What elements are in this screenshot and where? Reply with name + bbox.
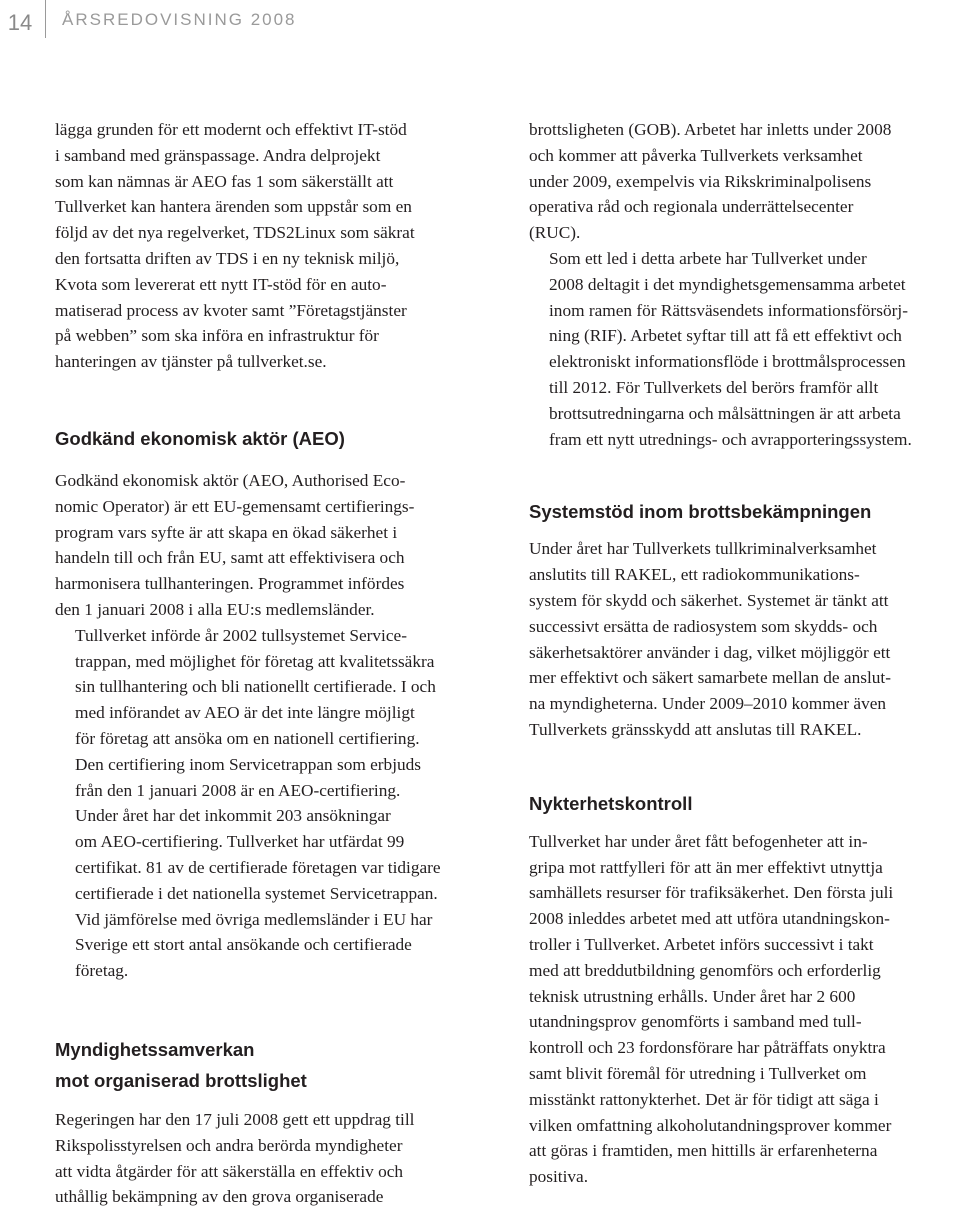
text-line: troller i Tullverket. Arbetet införs successivt i takt [529,934,874,954]
text-line: mer effektivt och säkert samarbete mellan de anslut- [529,668,891,688]
text-line: (RUC). [529,223,581,243]
text-line: 2008 deltagit i det myndighetsgemensamma arbetet [549,274,906,294]
page-number: 14 [7,10,33,35]
systemstod-paragraph-1 [529,536,959,742]
myndighet-paragraph-1 [55,1107,485,1210]
text-line: den 1 januari 2008 i alla EU:s medlemsländer. [55,599,375,619]
text-line: Som ett led i detta arbete har Tullverket under [549,248,867,268]
text-line: samt blivit föremål för utredning i Tullverket om [529,1063,867,1083]
text-line: som kan nämnas är AEO fas 1 som säkerställt att [55,171,394,191]
text-line: under 2009, exempelvis via Rikskriminalpolisens [529,171,872,191]
nykterhet-paragraph-1 [529,829,959,1190]
text-line: Godkänd ekonomisk aktör (AEO, Authorised Eco- [55,470,406,490]
text-line: Tullverket införde år 2002 tullsystemet Service- [75,625,407,645]
right-column [529,117,959,1190]
myndighet-heading [55,1034,485,1096]
text-line: vilken omfattning alkoholutandningsprover kommer [529,1115,892,1135]
rif-paragraph-2 [529,246,959,452]
text-line: brottsligheten (GOB). Arbetet har inletts under 2008 [529,120,892,139]
text-line: med att breddutbildning genomförs och erforderlig [529,960,881,980]
text-line: kontroll och 23 fordonsförare har påträffats onyktra [529,1038,886,1058]
text-line: för företag att ansöka om en nationell certifiering. [75,728,420,748]
text-line: Tullverket har under året fått befogenheter att in- [529,831,868,851]
text-line: sin tullhantering och bli nationellt certifierade. I och [75,677,436,697]
text-line: Kvota som levererat ett nytt IT-stöd för en auto- [55,274,387,294]
text-line: hanteringen av tjänster på tullverket.se. [55,352,327,372]
running-head: ÅRSREDOVISNING 2008 [62,10,297,29]
text-line: säkerhetsaktörer använder i dag, vilket möjliggör ett [529,642,891,662]
text-line: den fortsatta driften av TDS i en ny teknisk miljö, [55,248,400,268]
text-line: och kommer att påverka Tullverkets verksamhet [529,145,863,165]
text-line: operativa råd och regionala underrättelsecenter [529,197,854,217]
text-line: Under året har Tullverkets tullkriminalverksamhet [529,539,877,559]
text-line: Tullverkets gränsskydd att anslutas till RAKEL. [529,719,862,739]
text-line: Regeringen har den 17 juli 2008 gett ett uppdrag till [55,1109,415,1129]
intro-paragraph [55,117,485,375]
text-line: certifierade i det nationella systemet Servicetrappan. [75,883,438,903]
text-line: med införandet av AEO är det inte längre möjligt [75,703,415,723]
text-line: att vidta åtgärder för att säkerställa en effektiv och [55,1161,404,1181]
aeo-paragraph-2 [55,623,485,804]
text-line: 2008 inleddes arbetet med att utföra utandningskon- [529,909,890,929]
text-line: fram ett nytt utrednings- och avrapporteringssystem. [549,429,912,449]
text-line: om AEO-certifiering. Tullverket har utfärdat 99 [75,832,405,852]
text-line: Den certifiering inom Servicetrappan som erbjuds [75,754,421,774]
text-line: teknisk utrustning erhålls. Under året har 2 600 [529,986,856,1006]
text-line: ning (RIF). Arbetet syftar till att få ett effektivt och [549,326,902,346]
header-divider [45,0,46,38]
text-line: na myndigheterna. Under 2009–2010 kommer även [529,694,887,714]
left-column [55,117,485,1210]
text-line: system för skydd och säkerhet. Systemet är tänkt att [529,590,889,610]
text-line: till 2012. För Tullverkets del berörs framför allt [549,377,879,397]
text-line: program vars syfte är att skapa en ökad säkerhet i [55,522,398,542]
text-line: misstänkt rattonykterhet. Det är för tidigt att säga i [529,1089,879,1109]
text-line: inom ramen för Rättsväsendets informationsförsörj- [549,300,908,320]
text-line: Vid jämförelse med övriga medlemsländer i EU har [75,909,433,929]
text-line: anslutits till RAKEL, ett radiokommunikations- [529,565,860,585]
text-line: matiserad process av kvoter samt ”Företagstjänster [55,300,407,320]
text-line: gripa mot rattfylleri för att än mer effektivt utnyttja [529,857,883,877]
text-line: harmonisera tullhanteringen. Programmet infördes [55,574,405,594]
text-line: successivt ersätta de radiosystem som skydds- och [529,616,878,636]
text-line: positiva. [529,1167,589,1187]
nykterhet-heading: Nykterhetskontroll [529,792,693,814]
gob-paragraph-1 [529,117,959,246]
text-line: elektroniskt informationsflöde i brottmålsprocessen [549,352,906,372]
text-line: Tullverket kan hantera ärenden som uppstår som en [55,197,412,217]
text-line: certifikat. 81 av de certifierade företagen var tidigare [75,857,441,877]
text-line: att göras i framtiden, men hittills är erfarenheterna [529,1141,878,1161]
text-line: på webben” som ska införa en infrastruktur för [55,326,379,346]
text-line: brottsutredningarna och målsättningen är att arbeta [549,403,901,423]
text-line: följd av det nya regelverket, TDS2Linux som säkrat [55,223,415,243]
text-line: från den 1 januari 2008 är en AEO-certifiering. [75,780,401,800]
text-line: nomic Operator) är ett EU-gemensamt certifierings- [55,496,415,516]
systemstod-heading: Systemstöd inom brottsbekämpningen [529,501,872,523]
text-line: trappan, med möjlighet för företag att kvalitetssäkra [75,651,435,671]
text-line: uthållig bekämpning av den grova organiserade [55,1187,384,1207]
aeo-paragraph-3 [55,803,485,984]
text-line: lägga grunden för ett modernt och effektivt IT-stöd [55,120,407,139]
text-line: handeln till och från EU, samt att effektivisera och [55,548,405,568]
text-line: Myndighetssamverkan [55,1038,255,1060]
text-line: Under året har det inkommit 203 ansökningar [75,806,391,826]
text-line: i samband med gränspassage. Andra delprojekt [55,145,381,165]
text-line: Rikspolisstyrelsen och andra berörda myndigheter [55,1135,403,1155]
text-line: företag. [75,961,129,981]
text-line: samhällets resurser för trafiksäkerhet. Den första juli [529,883,894,903]
aeo-paragraph-1 [55,468,485,623]
aeo-heading: Godkänd ekonomisk aktör (AEO) [55,427,345,449]
text-line: mot organiserad brottslighet [55,1069,307,1091]
text-line: utandningsprov genomförts i samband med tull- [529,1012,862,1032]
text-line: Sverige ett stort antal ansökande och certifierade [75,935,412,955]
